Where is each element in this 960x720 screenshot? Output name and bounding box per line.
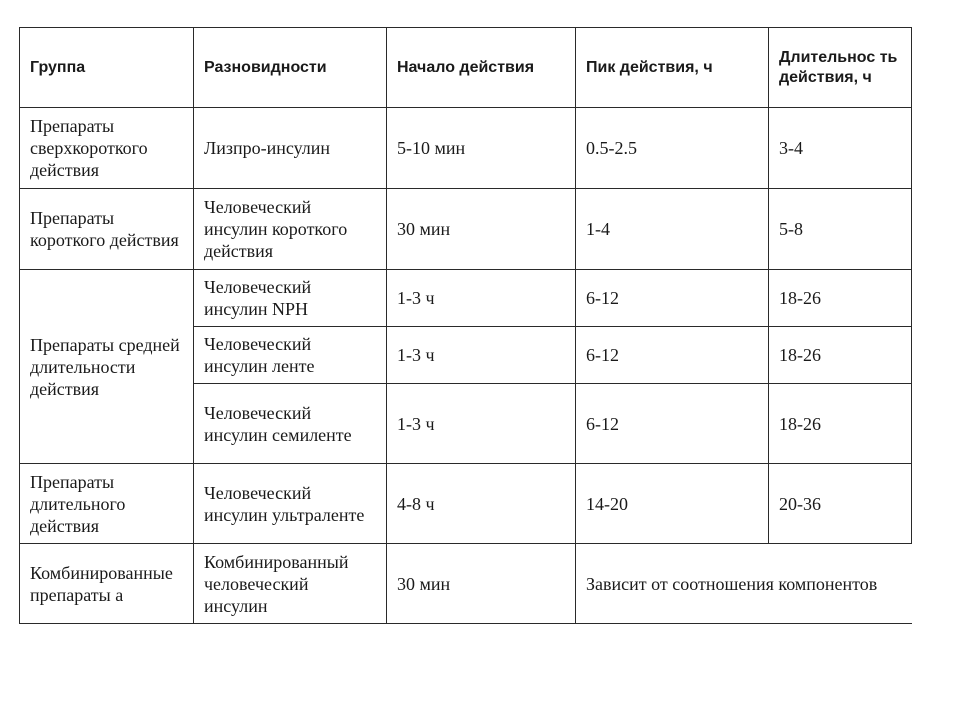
cell-peak: 14-20 [576,464,769,544]
cell-variety: Человеческий инсулин NPH [194,270,387,327]
cell-onset: 1-3 ч [387,270,576,327]
cell-variety: Лизпро-инсулин [194,108,387,189]
table-row [20,270,912,327]
insulin-table [19,27,912,624]
header-duration: Длительнос ть действия, ч [769,28,912,108]
cell-duration: 18-26 [769,327,912,384]
table-row [20,544,912,624]
cell-peak: 1-4 [576,189,769,270]
cell-peak-duration: Зависит от соотношения компонентов [576,544,912,624]
header-peak: Пик действия, ч [576,28,769,108]
cell-onset: 30 мин [387,189,576,270]
header-group: Группа [20,28,194,108]
cell-duration: 18-26 [769,270,912,327]
header-varieties: Разновидности [194,28,387,108]
table-row [20,464,912,544]
table-header-row [20,28,912,108]
cell-peak: 6-12 [576,270,769,327]
cell-duration: 18-26 [769,384,912,464]
table-row [20,189,912,270]
cell-variety: Человеческий инсулин короткого действия [194,189,387,270]
cell-onset: 4-8 ч [387,464,576,544]
cell-onset: 5-10 мин [387,108,576,189]
cell-peak: 6-12 [576,384,769,464]
cell-onset: 1-3 ч [387,327,576,384]
cell-duration: 5-8 [769,189,912,270]
cell-group: Препараты длительного действия [20,464,194,544]
cell-peak: 6-12 [576,327,769,384]
cell-group: Комбинированные препараты а [20,544,194,624]
cell-peak: 0.5-2.5 [576,108,769,189]
cell-onset: 30 мин [387,544,576,624]
cell-variety: Комбинированный человеческий инсулин [194,544,387,624]
cell-duration: 3-4 [769,108,912,189]
cell-variety: Человеческий инсулин ультраленте [194,464,387,544]
cell-duration: 20-36 [769,464,912,544]
cell-group: Препараты сверхкороткого действия [20,108,194,189]
cell-onset: 1-3 ч [387,384,576,464]
header-onset: Начало действия [387,28,576,108]
cell-variety: Человеческий инсулин ленте [194,327,387,384]
cell-group: Препараты короткого действия [20,189,194,270]
cell-variety: Человеческий инсулин семиленте [194,384,387,464]
cell-group: Препараты средней длительности действия [20,270,194,464]
table-row [20,108,912,189]
